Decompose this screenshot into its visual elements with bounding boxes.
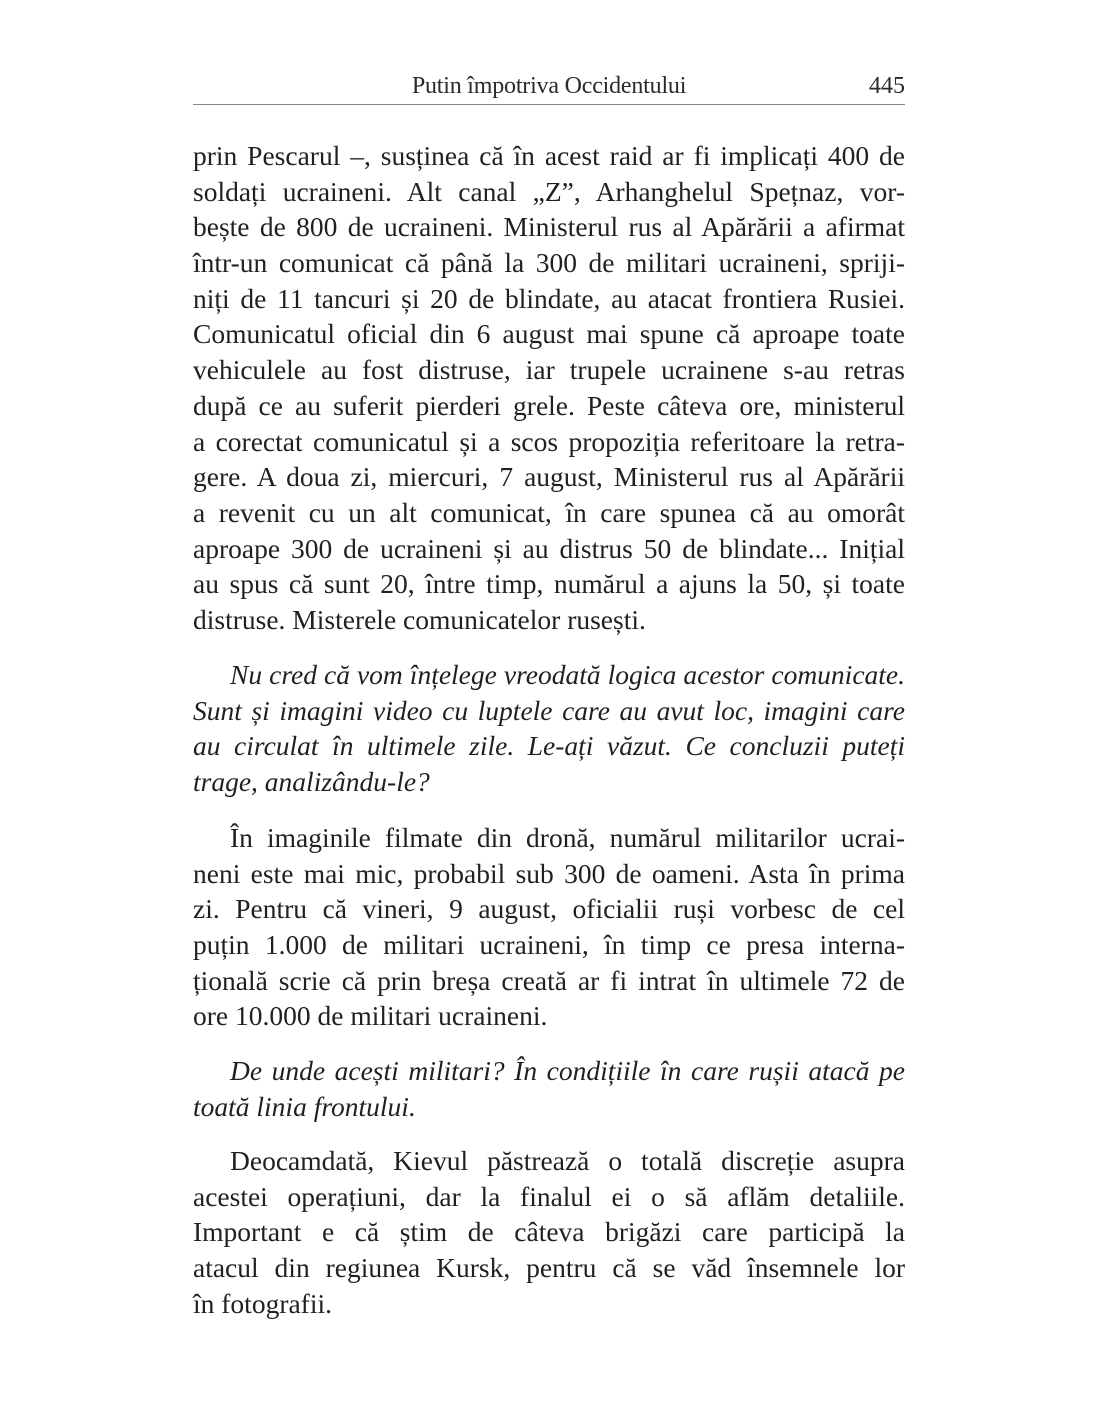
- text-line: Sunt și imagini video cu luptele care au avut loc, imagini care: [193, 694, 905, 726]
- text-line: soldați ucraineni. Alt canal „Z”, Arhanghelul Spețnaz, vor-: [193, 175, 905, 207]
- text-line: a revenit cu un alt comunicat, în care spunea că au omorât: [193, 496, 905, 528]
- text-line: puțin 1.000 de militari ucraineni, în timp ce presa interna-: [193, 929, 905, 961]
- text-line: au circulat în ultimele zile. Le-ați văzut. Ce concluzii puteți: [193, 730, 905, 762]
- text-line: atacul din regiunea Kursk, pentru că se văd însemnele lor: [193, 1252, 905, 1284]
- text-line: distruse. Misterele comunicatelor rusești.: [193, 603, 646, 635]
- text-line: Comunicatul oficial din 6 august mai spune că aproape toate: [193, 318, 905, 350]
- text-line: Important e că știm de câteva brigăzi care participă la: [193, 1216, 905, 1248]
- text-line: țională scrie că prin breșa creată ar fi intrat în ultimele 72 de: [193, 964, 905, 996]
- text-line: după ce au suferit pierderi grele. Peste câteva ore, ministerul: [193, 389, 905, 421]
- text-line: aproape 300 de ucraineni și au distrus 50 de blindate... Inițial: [193, 532, 905, 564]
- text-line: gere. A doua zi, miercuri, 7 august, Ministerul rus al Apărării: [193, 461, 905, 493]
- paragraph-question-1: [193, 657, 905, 800]
- paragraph-question-2: [193, 1053, 905, 1124]
- text-line: neni este mai mic, probabil sub 300 de oameni. Asta în prima: [193, 857, 905, 889]
- paragraph-answer-2: [193, 820, 905, 1034]
- text-line: zi. Pentru că vineri, 9 august, oficialii ruși vorbesc de cel: [193, 893, 905, 925]
- text-line: vehiculele au fost distruse, iar trupele ucrainene s-au retras: [193, 354, 905, 386]
- text-line: trage, analizându-le?: [193, 766, 430, 798]
- text-line: în fotografii.: [193, 1287, 332, 1319]
- text-line: într-un comunicat că până la 300 de militari ucraineni, spriji-: [193, 247, 905, 279]
- paragraph-answer-1: [193, 138, 905, 638]
- text-line: au spus că sunt 20, între timp, numărul a ajuns la 50, și toate: [193, 568, 905, 600]
- text-line: ore 10.000 de militari ucraineni.: [193, 1000, 548, 1032]
- text-line: În imaginile filmate din dronă, numărul militarilor ucrai-: [230, 822, 905, 853]
- page-number: 445: [869, 73, 905, 99]
- text-line: Deocamdată, Kievul păstrează o totală discreție asupra: [230, 1145, 905, 1176]
- text-line: toată linia frontului.: [193, 1090, 416, 1122]
- text-line: prin Pescarul –, susținea că în acest raid ar fi implicați 400 de: [193, 140, 905, 171]
- text-line: De unde acești militari? În condițiile în care rușii atacă pe: [230, 1055, 905, 1086]
- text-line: acestei operațiuni, dar la finalul ei o să aflăm detaliile.: [193, 1180, 905, 1212]
- paragraph-answer-3: [193, 1143, 905, 1321]
- text-line: a corectat comunicatul și a scos propoziția referitoare la retra-: [193, 425, 905, 457]
- text-line: niți de 11 tancuri și 20 de blindate, au atacat frontiera Rusiei.: [193, 282, 905, 314]
- text-line: bește de 800 de ucraineni. Ministerul rus al Apărării a afirmat: [193, 211, 905, 243]
- running-title: Putin împotriva Occidentului: [411, 73, 687, 99]
- text-line: Nu cred că vom înțelege vreodată logica acestor comunicate.: [230, 659, 905, 690]
- running-header: [193, 70, 905, 105]
